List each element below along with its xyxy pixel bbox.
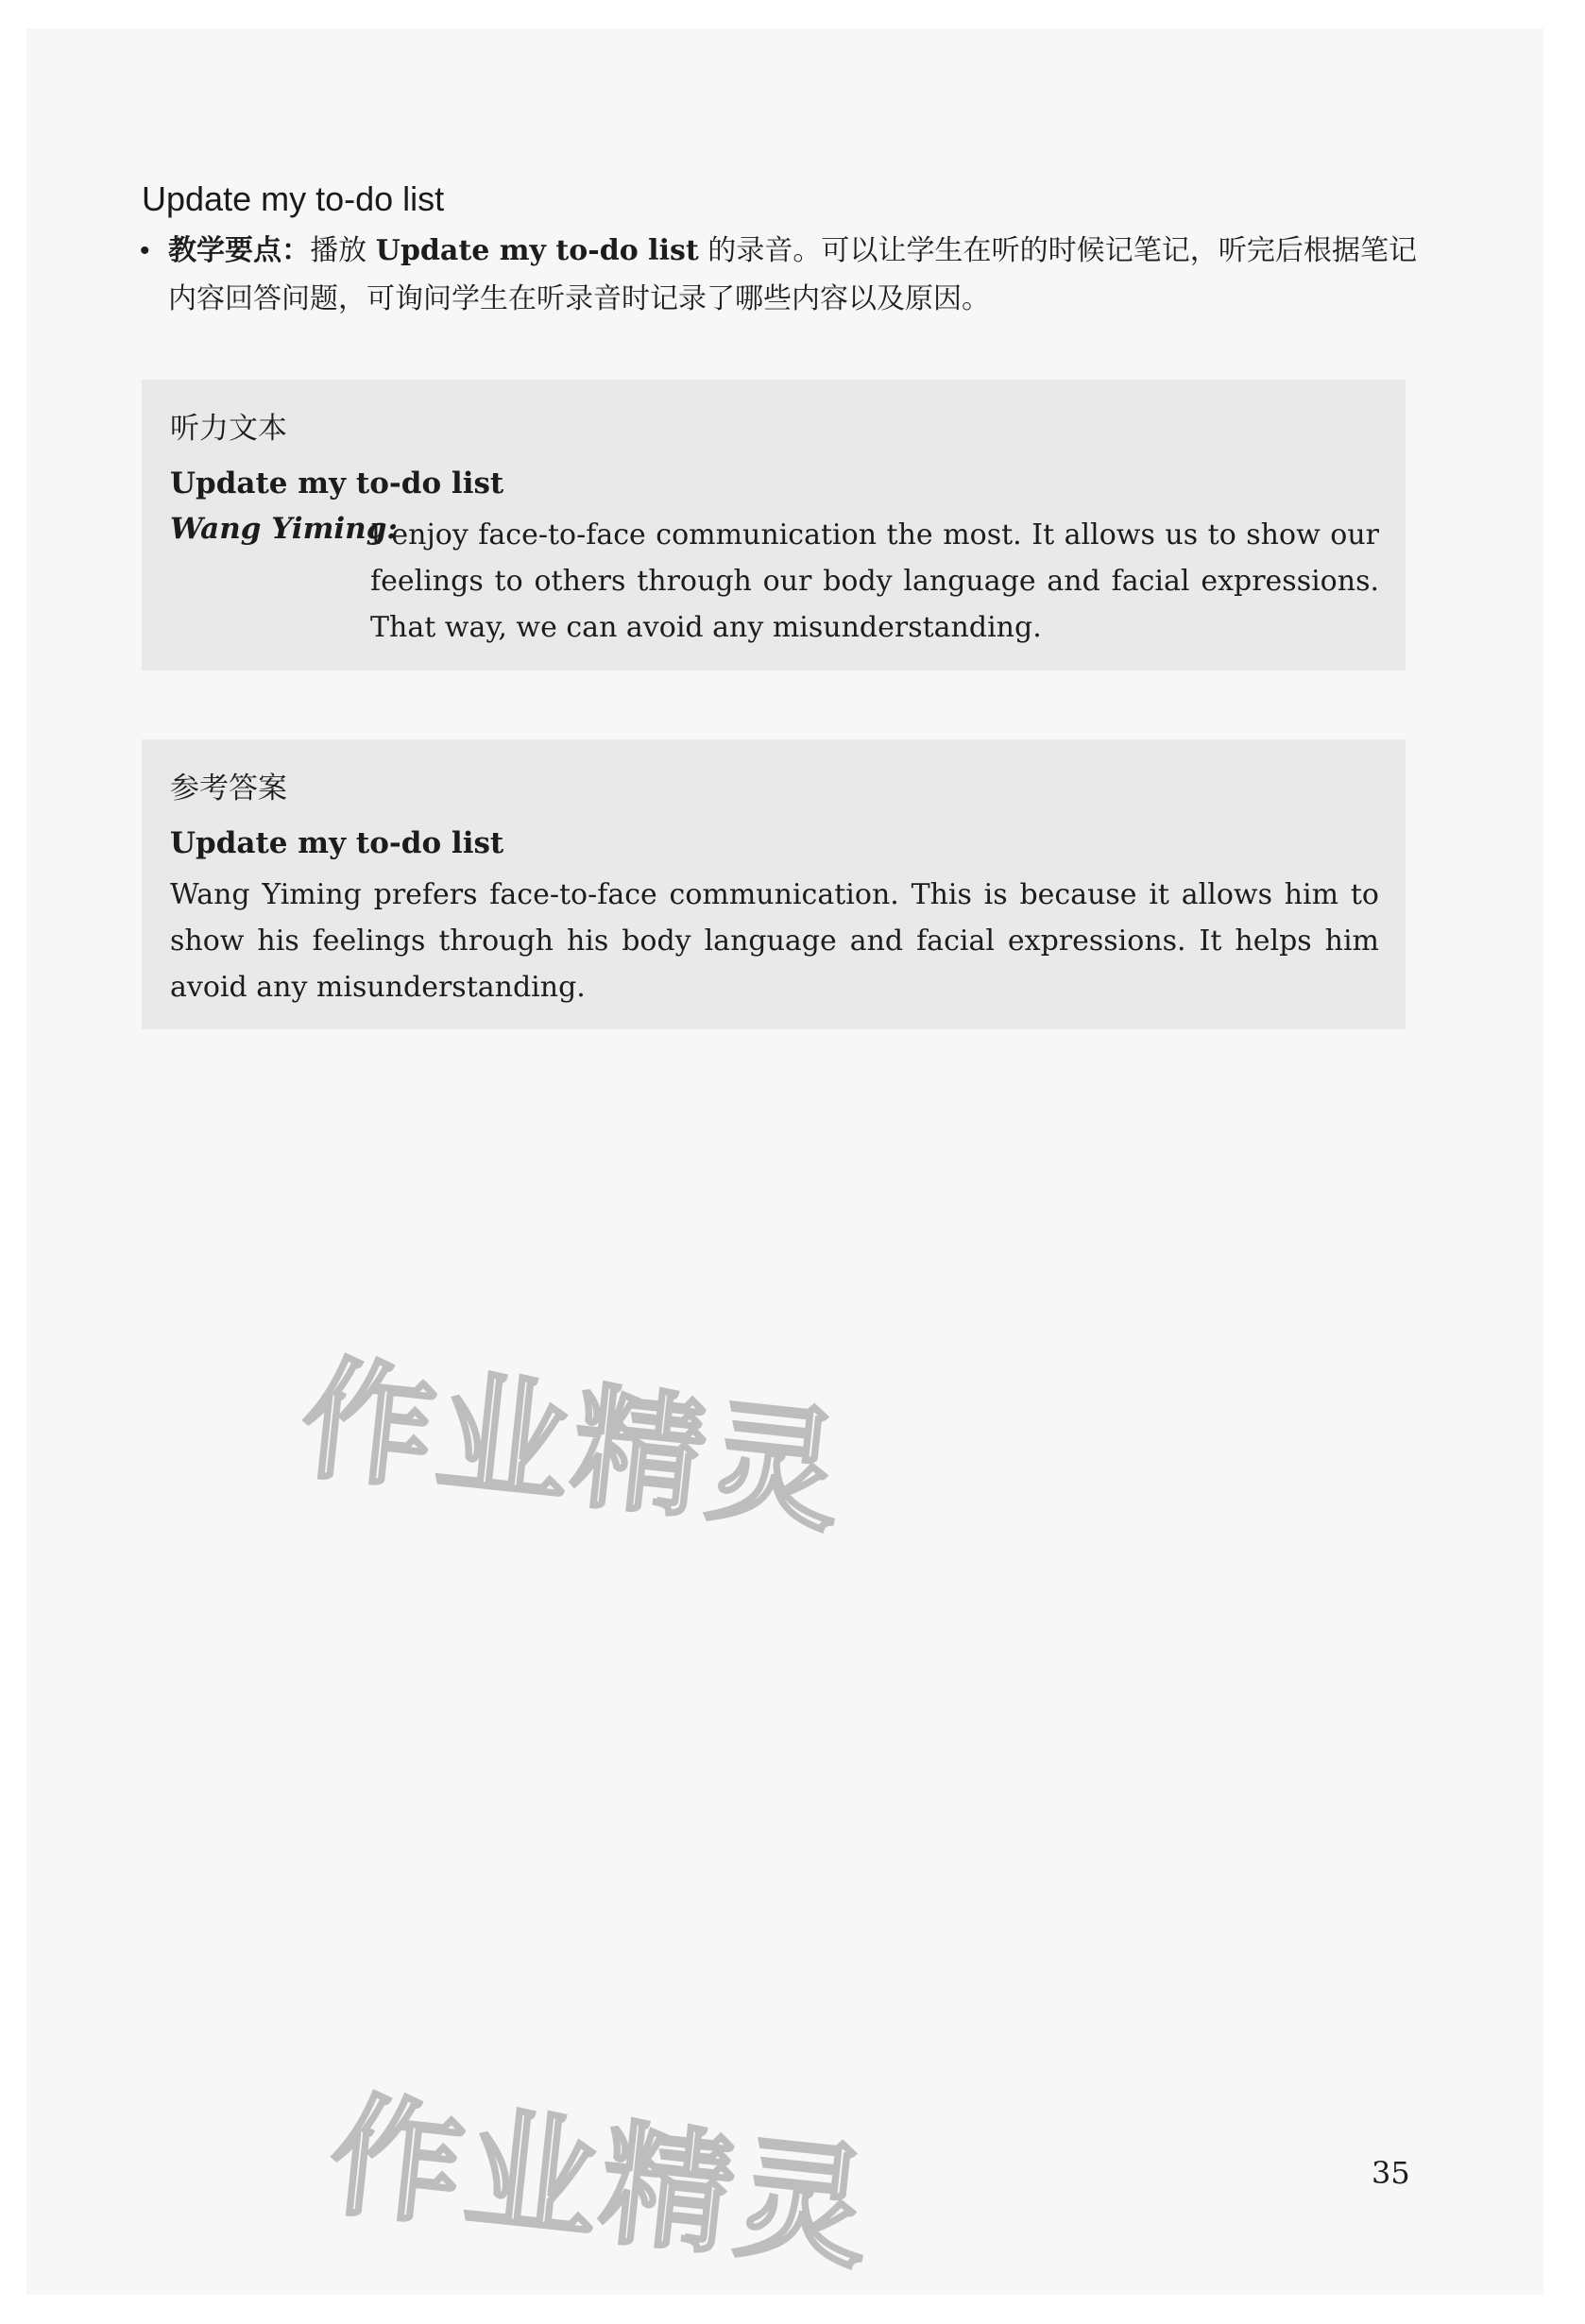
watermark: 作业精灵 (294, 1342, 852, 1552)
reference-answer-text: Wang Yiming prefers face-to-face communication. This is because it allows him to show his feelings through his body language and facial expressions. It helps him avoid any misunderstanding. (170, 878, 1379, 1004)
reference-answer-subtitle: Update my to-do list (170, 826, 504, 860)
listening-script-subtitle: Update my to-do list (170, 466, 504, 500)
speaker-name: Wang Yiming: (170, 512, 398, 546)
teaching-point-label: 教学要点： (168, 234, 311, 267)
page-number: 35 (1372, 2155, 1410, 2191)
teaching-point-intro: 播放 (310, 234, 376, 267)
reference-answer-box (142, 739, 1406, 1029)
teaching-point (142, 227, 1417, 323)
reference-answer-header: 参考答案 (170, 772, 287, 806)
section-heading: Update my to-do list (142, 179, 445, 218)
speaker-text: I enjoy face-to-face communication the most. It allows us to show our feelings to others through our body language and facial expressions. That way, we can avoid any misunderstanding. (370, 518, 1379, 644)
teaching-point-text (142, 227, 1417, 323)
teaching-point-body: 的录音。可以让学生在听的时候记笔记，听完后根据笔记内容回答问题，可询问学生在听录音时记录了哪些内容以及原因。 (168, 234, 1417, 315)
watermark: 作业精灵 (322, 2078, 880, 2289)
page-background (26, 28, 1543, 2295)
teaching-point-title: Update my to-do list (375, 234, 699, 267)
listening-script-box (142, 380, 1406, 670)
listening-script-header: 听力文本 (170, 412, 287, 446)
bullet-marker: • (140, 235, 150, 266)
